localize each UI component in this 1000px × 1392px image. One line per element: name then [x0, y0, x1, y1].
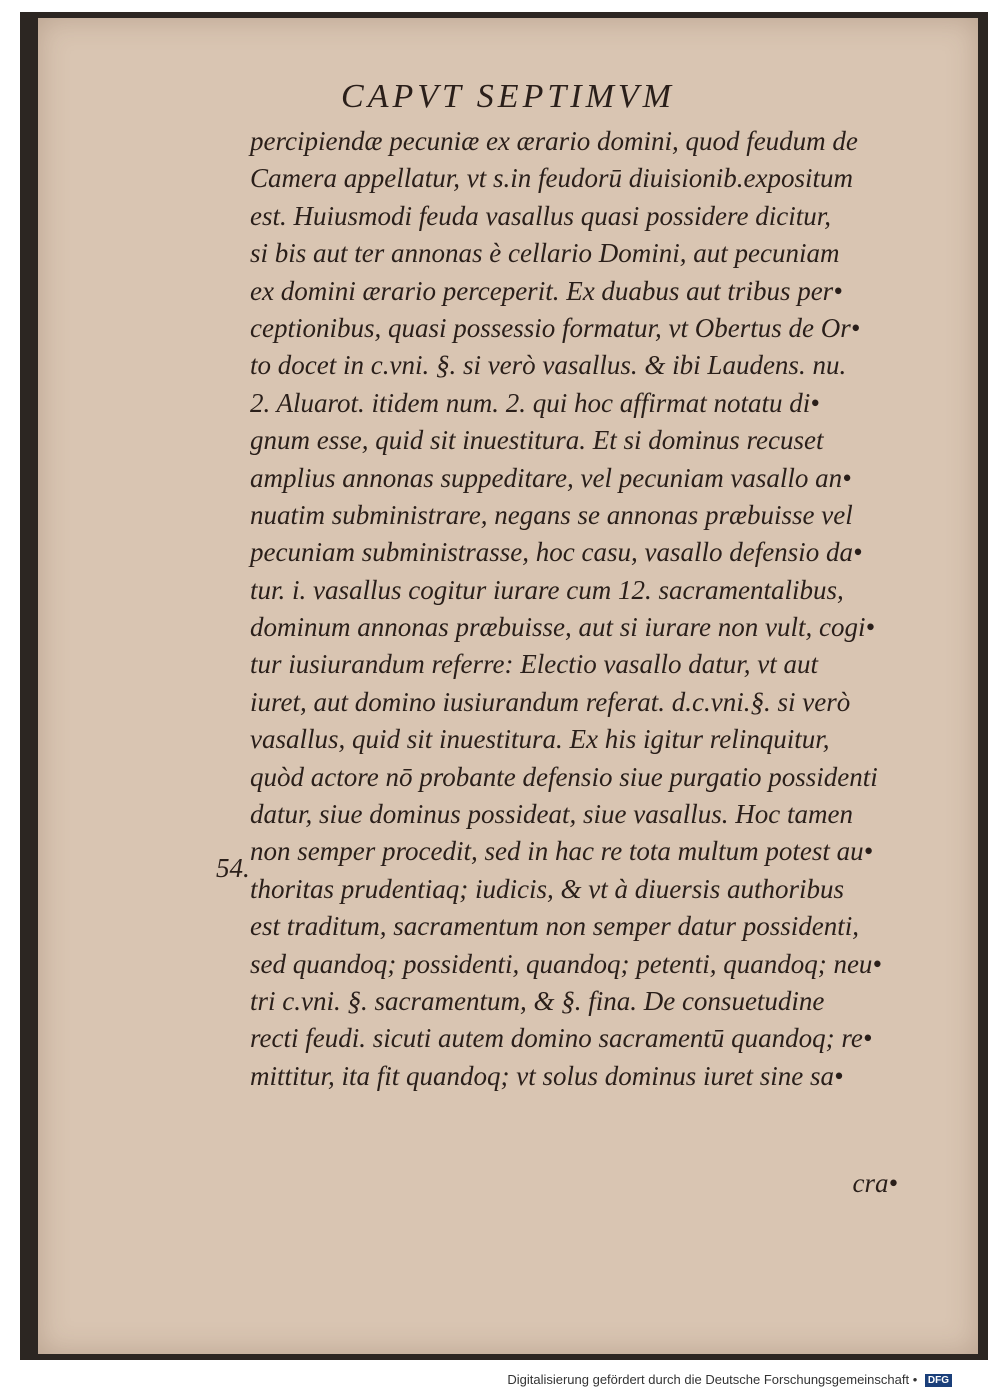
text-line: gnum esse, quid sit inuestitura. Et si dominus recuset [250, 425, 824, 456]
body-text [250, 123, 940, 1095]
book-page [38, 18, 978, 1354]
text-line: thoritas prudentiaq; iudicis, & vt à diuersis authoribus [250, 873, 845, 904]
text-line: percipiendæ pecuniæ ex ærario domini, quod feudum de [250, 126, 858, 156]
margin-number: 54. [216, 853, 250, 883]
catchword: cra• [852, 1168, 898, 1198]
text-line: ex domini ærario perceperit. Ex duabus aut tribus per• [250, 275, 843, 306]
text-line: to docet in c.vni. §. si verò vasallus. & ibi Laudens. nu. [250, 350, 847, 381]
dfg-logo-icon: DFG [925, 1374, 952, 1387]
text-line: si bis aut ter annonas è cellario Domini, aut pecuniam [250, 238, 840, 269]
text-line: sed quandoq; possidenti, quandoq; petenti, quandoq; neu• [250, 948, 882, 979]
text-line: tur. i. vasallus cogitur iurare cum 12. sacramentalibus, [250, 574, 844, 605]
funding-footer [507, 1372, 952, 1387]
text-line: est. Huiusmodi feuda vasallus quasi possidere dicitur, [250, 200, 831, 231]
text-line: dominum annonas præbuisse, aut si iurare non vult, cogi• [250, 612, 875, 643]
running-head: CAPVT SEPTIMVM [341, 78, 675, 115]
text-line: ceptionibus, quasi possessio formatur, vt Obertus de Or• [250, 312, 861, 343]
text-line: pecuniam subministrasse, hoc casu, vasallo defensio da• [250, 537, 863, 568]
text-line: quòd actore nō probante defensio siue purgatio possidenti [250, 761, 878, 792]
text-line: vasallus, quid sit inuestitura. Ex his igitur relinquitur, [250, 724, 830, 755]
text-line: mittitur, ita fit quandoq; vt solus dominus iuret sine sa• [250, 1060, 844, 1091]
text-line: est traditum, sacramentum non semper datur possidenti, [250, 911, 859, 942]
text-line: datur, siue dominus possideat, siue vasallus. Hoc tamen [250, 799, 853, 830]
text-line: 2. Aluarot. itidem num. 2. qui hoc affirmat notatu di• [250, 387, 820, 418]
text-line: iuret, aut domino iusiurandum referat. d.c.vni.§. si verò [250, 686, 851, 717]
text-line: non semper procedit, sed in hac re tota multum potest au• [250, 836, 874, 867]
text-line: Camera appellatur, vt s.in feudorū diuisionib.expositum [250, 163, 853, 194]
funding-text: Digitalisierung gefördert durch die Deutsche Forschungsgemeinschaft • [507, 1372, 918, 1387]
text-line: amplius annonas suppeditare, vel pecuniam vasallo an• [250, 462, 852, 493]
text-line: tur iusiurandum referre: Electio vasallo datur, vt aut [250, 649, 818, 680]
text-line: recti feudi. sicuti autem domino sacramentū quandoq; re• [250, 1023, 873, 1054]
text-line: nuatim subministrare, negans se annonas præbuisse vel [250, 499, 853, 530]
text-line: tri c.vni. §. sacramentum, & §. fina. De consuetudine [250, 985, 825, 1016]
